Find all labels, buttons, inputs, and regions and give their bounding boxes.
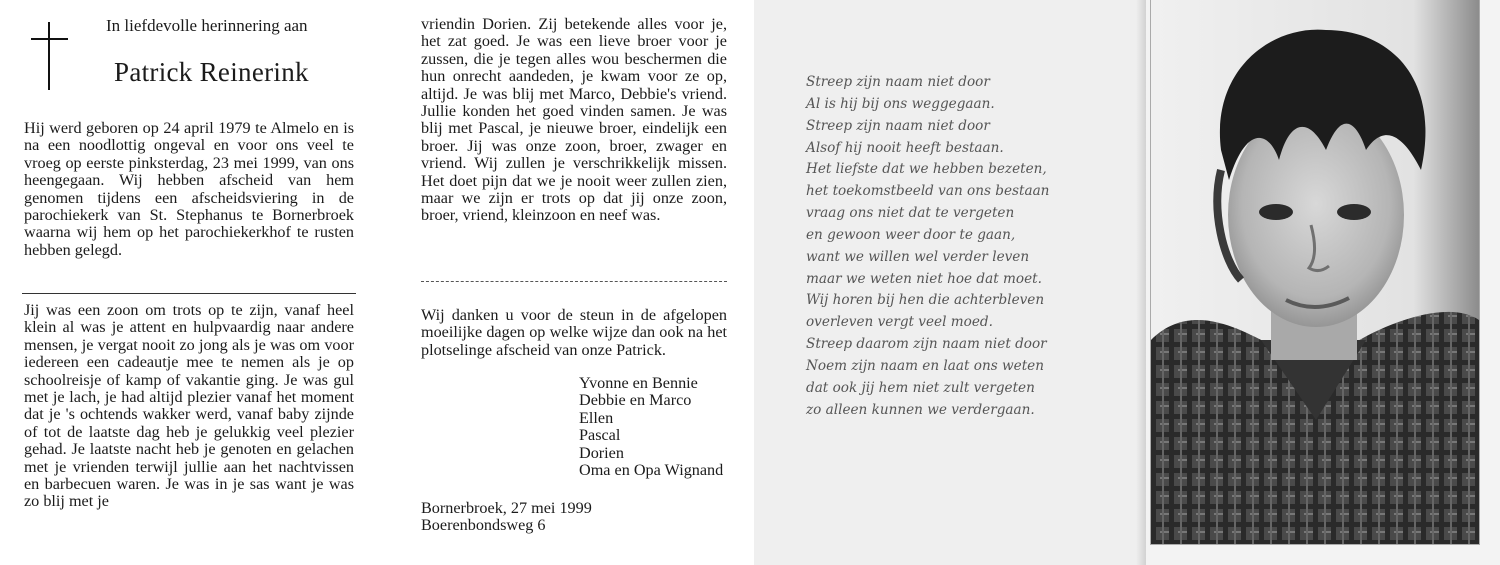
signatory: Yvonne en Bennie — [579, 374, 698, 392]
poem-line: Streep daarom zijn naam niet door — [806, 336, 1047, 353]
thanks-paragraph: Wij danken u voor de steun in de afgelopen moeilijke dagen op welke wijze dan ook na het plotselinge afscheid van onze Patrick. — [421, 306, 727, 359]
portrait-illustration — [1151, 0, 1479, 544]
memory-heading: In liefdevolle herinnering aan — [106, 16, 308, 35]
address: Boerenbondsweg 6 — [421, 516, 546, 535]
poem-line: en gewoon weer door te gaan, — [806, 226, 1016, 243]
poem-line: Al is hij bij ons weggegaan. — [806, 95, 995, 112]
middle-panel — [378, 0, 754, 565]
place-date: Bornerbroek, 27 mei 1999 — [421, 499, 592, 517]
poem-panel — [754, 0, 1146, 565]
poem-line: Streep zijn naam niet door — [806, 117, 990, 134]
poem-line: Alsof hij nooit heeft bestaan. — [806, 139, 1004, 156]
dashed-divider — [421, 281, 727, 282]
intro-paragraph: Hij werd geboren op 24 april 1979 te Almelo en is na een noodlottig ongeval en voor ons veel te vroeg op eerste pinksterdag, 23 mei 1999, van ons heengegaan. Wij hebben afscheid van hem genomen tijdens een afscheidsviering in de parochiekerk van St. Stephanus te Bornerbroek waarna wij hem op het parochiekerkhof te rusten hebben gelegd. — [24, 119, 354, 259]
poem-line: overleven vergt veel moed. — [806, 314, 993, 331]
poem-line: vraag ons niet dat te vergeten — [806, 205, 1015, 222]
poem-line: want we willen wel verder leven — [806, 248, 1030, 265]
cross-horizontal-bar — [31, 38, 68, 40]
section-divider — [22, 293, 356, 294]
left-panel — [0, 0, 378, 565]
poem-line: maar we weten niet hoe dat moet. — [806, 270, 1042, 287]
fold-shadow — [1136, 0, 1146, 565]
poem-line: Wij horen bij hen die achterbleven — [806, 292, 1045, 309]
poem-line: zo alleen kunnen we verdergaan. — [806, 401, 1035, 418]
cross-vertical-bar — [48, 22, 50, 90]
signatories-list — [579, 375, 723, 479]
photo-panel — [1146, 0, 1500, 565]
signatory: Oma en Opa Wignand — [579, 461, 724, 480]
poem-line: het toekomstbeeld van ons bestaan — [806, 183, 1050, 200]
poem-line: Noem zijn naam en laat ons weten — [806, 357, 1044, 374]
signatory: Ellen — [579, 408, 614, 427]
poem — [806, 72, 1049, 422]
poem-line: Streep zijn naam niet door — [806, 74, 990, 90]
portrait-photo — [1150, 0, 1480, 545]
signatory: Dorien — [579, 443, 624, 462]
tribute-paragraph: Jij was een zoon om trots op te zijn, vanaf heel klein al was je attent en hulpvaardig naar andere mensen, je vergat nooit zo jong als je was om voor iedereen een cadeautje mee te nemen als je op schoolreisje of kamp of vakantie ging. Je was gul met je lach, je had altijd plezier vanaf het moment dat je 's ochtends wakker werd, vanaf baby zijnde of tot de laatste dag heb je gelukkig veel plezier gehad. Je laatste nacht heb je genoten en gelachen met je vrienden terwijl jullie aan het nachtvissen en barbecuen waren. Je was in je sas want je was zo blij met je — [24, 301, 354, 511]
poem-line: dat ook jij hem niet zult vergeten — [806, 379, 1035, 396]
signatory: Pascal — [579, 426, 621, 445]
signatory: Debbie en Marco — [579, 391, 692, 410]
deceased-name: Patrick Reinerink — [114, 57, 309, 87]
tribute-continuation: vriendin Dorien. Zij betekende alles voor je, het zat goed. Je was een lieve broer voor je zussen, die je tegen alles wou beschermen die hun onrecht aandeden, je kwam voor ze op, altijd. Je was blij met Marco, Debbie's vriend. Jullie konden het goed vinden samen. Je was blij met Pascal, je nieuwe broer, eindelijk een broer. Jij was onze zoon, broer, zwager en vriend. Wij zullen je verschrikkelijk missen. Het doet pijn dat we je nooit weer zullen zien, maar we zijn er trots op dat jij onze zoon, broer, vriend, kleinzoon en neef was. — [421, 15, 727, 225]
poem-line: Het liefste dat we hebben bezeten, — [806, 161, 1047, 178]
signoff — [421, 500, 592, 535]
